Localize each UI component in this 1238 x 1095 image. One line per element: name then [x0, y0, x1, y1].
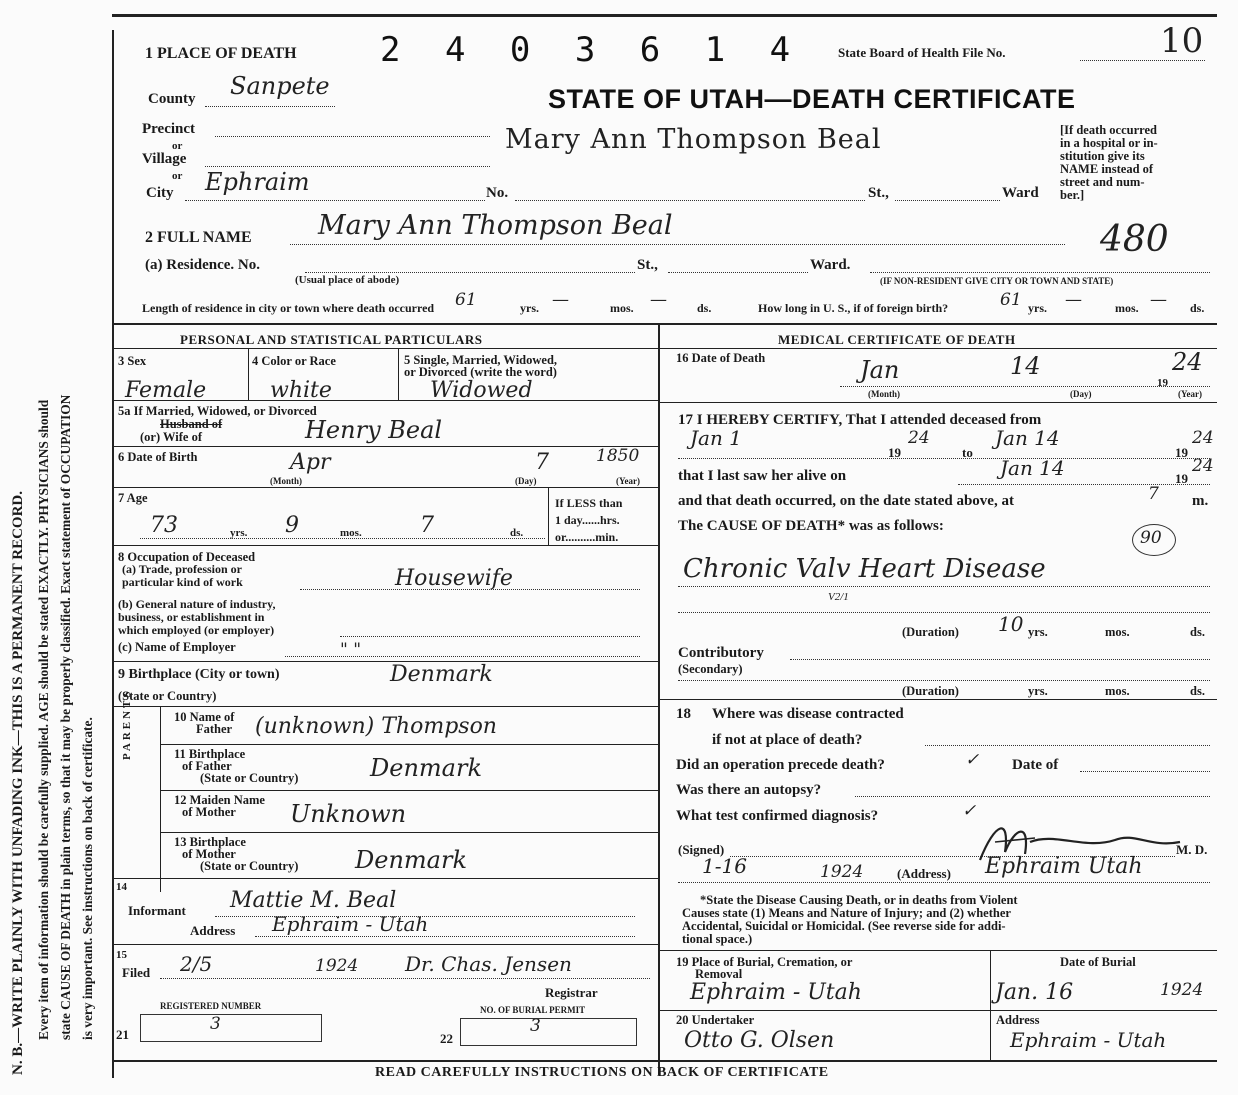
full-name-label: 2 FULL NAME [145, 229, 252, 246]
employer-line [285, 656, 640, 657]
mother-bp-2: of Mother [182, 847, 236, 861]
side-note-3: state CAUSE OF DEATH in plain terms, so that it may be properly classified. Exact statement of OCCUPATION [58, 394, 73, 1040]
hospital-note-6: ber.] [1060, 188, 1085, 202]
filed-year-value: 1924 [315, 956, 359, 976]
row14-line [112, 944, 658, 945]
precinct-line [215, 136, 490, 137]
dod-year: 24 [1172, 348, 1203, 376]
dob-month-caption: (Month) [270, 476, 302, 486]
row11-line [160, 790, 658, 791]
date-of-label: Date of [1012, 757, 1059, 773]
residence-ward-label: Ward. [810, 257, 851, 273]
md-label: M. D. [1176, 842, 1208, 857]
cause-note-4: tional space.) [682, 932, 753, 946]
row3-line [112, 400, 658, 401]
undertaker-address-value: Ephraim - Utah [1010, 1028, 1167, 1052]
extra-number: 480 [1100, 219, 1169, 260]
undertaker-row-line [658, 1010, 1217, 1011]
residence-st-line [668, 272, 808, 273]
cause-line-2 [678, 612, 1210, 613]
occurred-text: and that death occurred, on the date stated above, at [678, 493, 1014, 509]
burial-date-label: Date of Burial [1060, 955, 1136, 969]
burial-label-1: 19 Place of Burial, Cremation, or [676, 955, 853, 969]
hospital-note-1: [If death occurred [1060, 123, 1157, 137]
age-mos-unit: mos. [340, 527, 362, 539]
duration-ds-unit: ds. [1190, 625, 1205, 639]
footer-instructions: READ CAREFULLY INSTRUCTIONS ON BACK OF CERTIFICATE [375, 1065, 829, 1080]
where-line [925, 745, 1210, 746]
file-no-line [1080, 60, 1205, 61]
state-board-label: State Board of Health File No. [838, 45, 1006, 60]
cause-line [678, 586, 1210, 587]
city-line [185, 200, 485, 201]
mother-label-1: 12 Maiden Name [174, 793, 265, 807]
to-date: Jan 14 [995, 426, 1060, 450]
filed-date-value: 2/5 [180, 952, 213, 976]
date-of-line [1080, 771, 1210, 772]
row5a-line [112, 446, 658, 447]
occupation-a-2: particular kind of work [122, 575, 243, 589]
st-line [895, 200, 1000, 201]
marital-label-1: 5 Single, Married, Widowed, [404, 353, 558, 367]
birthplace-label: 9 Birthplace (City or town) [118, 667, 280, 682]
time-suffix: m. [1192, 493, 1209, 509]
father-label-1: 10 Name of [174, 710, 235, 724]
dod-row-line [658, 402, 1217, 403]
occupation-line [300, 589, 640, 590]
duration-label-1: (Duration) [902, 625, 959, 639]
duration-label-2: (Duration) [902, 684, 959, 698]
dod-month-caption: (Month) [868, 389, 900, 399]
no-line [515, 200, 865, 201]
mother-birthplace-value: Denmark [355, 846, 467, 874]
item-15: 15 [116, 949, 127, 961]
residence-line [305, 272, 635, 273]
us-yrs-unit: yrs. [1028, 301, 1047, 315]
length-dash-1: — [552, 290, 569, 310]
sex-divider [248, 348, 249, 400]
side-note-2: Every item of information should be carefully supplied. AGE should be stated EXACTLY. PHYSICIANS should [36, 399, 51, 1040]
physician-address-value: Ephraim Utah [985, 854, 1143, 879]
undertaker-label: 20 Undertaker [676, 1013, 755, 1027]
contributory-label: Contributory [678, 645, 764, 661]
row13-line [112, 878, 658, 879]
hospital-note-4: NAME instead of [1060, 162, 1154, 176]
precinct-label: Precinct [142, 121, 196, 137]
filed-line [160, 978, 650, 979]
county-value: Sanpete [230, 72, 330, 100]
autopsy-label: Was there an autopsy? [676, 782, 822, 798]
marital-value: Widowed [430, 378, 533, 403]
duration-yrs: 10 [998, 612, 1024, 636]
age-yrs-unit: yrs. [230, 527, 248, 539]
informant-line [215, 916, 635, 917]
us-ds-unit: ds. [1190, 301, 1205, 315]
informant-value: Mattie M. Beal [230, 888, 397, 913]
personal-header-line [112, 348, 658, 349]
row9-line [112, 706, 658, 707]
contributory-line-2 [678, 680, 1210, 681]
burial-divider [990, 950, 991, 1060]
nonresident-note: (IF NON-RESIDENT GIVE CITY OR TOWN AND STATE) [880, 276, 1114, 286]
where-2: if not at place of death? [712, 732, 863, 748]
dod-year-prefix: 19 [1157, 377, 1168, 389]
dob-month: Apr [290, 450, 331, 475]
last-saw-line [958, 484, 1210, 485]
length-dash-2: — [650, 290, 667, 310]
informant-address-value: Ephraim - Utah [272, 912, 429, 936]
sex-value: Female [125, 378, 207, 403]
age-mos: 9 [285, 513, 299, 538]
mother-bp-1: 13 Birthplace [174, 835, 246, 849]
cause-note-1: *State the Disease Causing Death, or in deaths from Violent [700, 893, 1018, 907]
duration-mos-unit: mos. [1105, 625, 1130, 639]
from-year-prefix: 19 [888, 445, 901, 460]
cause-note-2: Causes state (1) Means and Nature of Injury; and (2) whether [682, 906, 1011, 920]
length-yrs-unit: yrs. [520, 301, 539, 315]
autopsy-line [855, 796, 1210, 797]
dod-month: Jan [860, 356, 900, 384]
burial-permit-box [460, 1018, 637, 1046]
burial-permit-number-label: NO. OF BURIAL PERMIT [480, 1005, 586, 1015]
mother-label-2: of Mother [182, 805, 236, 819]
hospital-note-2: in a hospital or in- [1060, 136, 1158, 150]
village-label: Village [142, 151, 187, 167]
st-label: St., [868, 185, 889, 201]
bottom-border [112, 1060, 1217, 1062]
employer-value: " " [340, 640, 362, 660]
from-year: 24 [908, 428, 930, 448]
where-1: Where was disease contracted [712, 706, 904, 722]
father-bp-2: of Father [182, 759, 232, 773]
signed-label: (Signed) [678, 842, 725, 857]
test-label: What test confirmed diagnosis? [676, 808, 879, 824]
signed-year: 1924 [820, 862, 864, 882]
residence-label: (a) Residence. No. [145, 257, 260, 273]
certify-text: 17 I HEREBY CERTIFY, That I attended deceased from [678, 412, 1042, 428]
section-divider [112, 323, 1217, 325]
row10-line [160, 744, 658, 745]
length-label: Length of residence in city or town where death occurred [142, 301, 435, 315]
residence-st-label: St., [637, 257, 658, 273]
burial-place-value: Ephraim - Utah [690, 980, 862, 1005]
age-label: 7 Age [118, 491, 148, 505]
spouse-label-3: (or) Wife of [140, 430, 203, 444]
or-2: or [172, 170, 183, 182]
burial-year-value: 1924 [1160, 980, 1204, 1000]
city-label: City [146, 185, 174, 201]
age-yrs: 73 [150, 513, 178, 538]
registered-number-value: 3 [210, 1014, 221, 1034]
row12-line [160, 832, 658, 833]
attended-line [678, 458, 1210, 459]
row6-line [112, 487, 658, 488]
certificate-title: STATE OF UTAH—DEATH CERTIFICATE [548, 84, 1076, 114]
from-date: Jan 1 [690, 426, 742, 450]
dob-label: 6 Date of Birth [118, 450, 198, 464]
county-line [205, 106, 335, 107]
residence-ward-line [870, 272, 1210, 273]
us-yrs: 61 [1000, 290, 1022, 310]
duration-yrs-unit: yrs. [1028, 625, 1048, 639]
ward-label: Ward [1002, 185, 1039, 201]
occupation-value: Housewife [395, 566, 513, 591]
duration-2-mos-unit: mos. [1105, 684, 1130, 698]
informant-label: Informant [128, 903, 186, 918]
informant-address-label: Address [190, 923, 236, 938]
registered-number-label: REGISTERED NUMBER [160, 1001, 262, 1011]
mother-value: Unknown [290, 800, 407, 828]
spouse-value: Henry Beal [305, 416, 443, 444]
item-22: 22 [440, 1031, 453, 1046]
burial-row-line [658, 950, 1217, 951]
length-ds-unit: ds. [697, 301, 712, 315]
if-less-3: or..........min. [555, 530, 619, 544]
marital-label-2: or Divorced (write the word) [404, 365, 557, 379]
burial-permit-value: 3 [530, 1016, 541, 1036]
dod-day: 14 [1010, 352, 1041, 380]
cause-note-3: Accidental, Suicidal or Homicidal. (See reverse side for addi- [682, 919, 1006, 933]
color-label: 4 Color or Race [252, 354, 336, 368]
medical-header: MEDICAL CERTIFICATE OF DEATH [778, 332, 1016, 347]
dob-day: 7 [535, 450, 549, 475]
city-value: Ephraim [205, 168, 310, 196]
age-ds-unit: ds. [510, 527, 524, 539]
to-year-prefix: 19 [1175, 445, 1188, 460]
to-label: to [962, 445, 973, 460]
occupation-a-1: (a) Trade, profession or [122, 562, 242, 576]
time-value: 7 [1148, 484, 1159, 504]
occupation-c: (c) Name of Employer [118, 640, 236, 654]
registered-number-box [140, 1014, 322, 1042]
full-name-value: Mary Ann Thompson Beal [318, 210, 673, 241]
occupation-label: 8 Occupation of Deceased [118, 550, 256, 564]
color-value: white [270, 378, 332, 403]
informant-address-line [255, 936, 635, 937]
hospital-note-3: stitution give its [1060, 149, 1145, 163]
row7-line [112, 545, 658, 546]
industry-line [340, 636, 640, 637]
hospital-note-5: street and num- [1060, 175, 1145, 189]
medical-header-line [658, 348, 1217, 349]
dod-label: 16 Date of Death [676, 351, 766, 365]
secondary-label: (Secondary) [678, 662, 743, 676]
age-ds: 7 [420, 513, 434, 538]
operation-value: ✓ [965, 750, 980, 770]
item-21: 21 [116, 1027, 129, 1042]
to-year: 24 [1192, 428, 1214, 448]
cause-sub: V2/1 [828, 591, 849, 603]
top-border [112, 14, 1217, 17]
us-mos-unit: mos. [1115, 301, 1139, 315]
last-saw-text: that I last saw her alive on [678, 468, 847, 484]
no-label: No. [486, 185, 509, 201]
dod-day-caption: (Day) [1070, 389, 1092, 399]
item-14: 14 [116, 881, 127, 893]
row8-line [112, 661, 658, 662]
item-18: 18 [676, 706, 691, 722]
duration-2-yrs-unit: yrs. [1028, 684, 1048, 698]
usual-place: (Usual place of abode) [295, 274, 400, 286]
full-name-line [290, 244, 1065, 245]
test-value: ✓ [962, 801, 977, 821]
us-dash-1: — [1065, 290, 1082, 310]
father-value: (unknown) Thompson [255, 714, 497, 739]
color-divider [398, 348, 399, 400]
us-dash-2: — [1150, 290, 1167, 310]
cause-section-line [658, 699, 1217, 700]
last-saw-year: 24 [1192, 456, 1214, 476]
signed-date: 1-16 [702, 854, 747, 878]
father-bp-3: (State or Country) [200, 771, 299, 785]
registrar-label: Registrar [545, 985, 598, 1000]
side-note-4: is very important. See instructions on back of certificate. [80, 717, 95, 1040]
cause-label: The CAUSE OF DEATH* was as follows: [678, 518, 944, 534]
dod-year-caption: (Year) [1178, 389, 1202, 399]
burial-label-2: Removal [695, 967, 743, 981]
undertaker-value: Otto G. Olsen [684, 1028, 835, 1053]
cause-value: Chronic Valv Heart Disease [683, 554, 1046, 584]
if-less-divider [548, 487, 549, 545]
father-birthplace-value: Denmark [370, 754, 482, 782]
personal-header: PERSONAL AND STATISTICAL PARTICULARS [180, 332, 483, 347]
left-border [112, 30, 114, 1078]
dod-line [840, 386, 1210, 387]
village-line [205, 166, 490, 167]
last-saw-date: Jan 14 [1000, 456, 1065, 480]
father-label-2: Father [196, 722, 233, 736]
if-less-1: If LESS than [555, 496, 623, 510]
state-board-file-no: 10 [1160, 21, 1204, 61]
occupation-b-3: which employed (or employer) [118, 623, 275, 637]
registrar-value: Dr. Chas. Jensen [405, 952, 572, 976]
length-yrs: 61 [455, 290, 477, 310]
dob-year-caption: (Year) [616, 476, 640, 486]
state-country-caption: (State or Country) [118, 689, 217, 703]
age-line [140, 538, 545, 539]
filed-label: Filed [122, 965, 151, 980]
county-label: County [148, 91, 196, 107]
sex-label: 3 Sex [118, 354, 147, 368]
printed-name-value: Mary Ann Thompson Beal [505, 124, 882, 155]
if-less-2: 1 day......hrs. [555, 513, 620, 527]
side-note-1: N. B.—WRITE PLAINLY WITH UNFADING INK—THIS IS A PERMANENT RECORD. [10, 491, 26, 1075]
parents-divider [160, 706, 161, 892]
dob-day-caption: (Day) [515, 476, 537, 486]
occupation-b-1: (b) General nature of industry, [118, 597, 276, 611]
physician-address-line [678, 882, 1210, 883]
cause-code: 90 [1140, 528, 1162, 548]
duration-2-ds-unit: ds. [1190, 684, 1205, 698]
occupation-b-2: business, or establishment in [118, 610, 265, 624]
dob-year: 1850 [596, 446, 640, 466]
contributory-line [790, 659, 1210, 660]
physician-address-label: (Address) [897, 866, 951, 881]
place-of-death-label: 1 PLACE OF DEATH [145, 45, 297, 62]
us-label: How long in U. S., if of foreign birth? [758, 301, 949, 315]
last-saw-year-prefix: 19 [1175, 471, 1188, 486]
spouse-label-1: 5a If Married, Widowed, or Divorced [118, 404, 317, 418]
burial-date-value: Jan. 16 [995, 980, 1074, 1005]
operation-label: Did an operation precede death? [676, 757, 885, 773]
parents-tag: PARENTS [121, 688, 133, 760]
father-bp-1: 11 Birthplace [174, 747, 246, 761]
certificate-number: 2 4 0 3 6 1 4 [380, 30, 803, 70]
or-1: or [172, 140, 183, 152]
mother-bp-3: (State or Country) [200, 859, 299, 873]
length-mos-unit: mos. [610, 301, 634, 315]
undertaker-address-label: Address [996, 1013, 1040, 1027]
birthplace-value: Denmark [390, 662, 493, 687]
spouse-label-2: Husband of [160, 417, 223, 431]
